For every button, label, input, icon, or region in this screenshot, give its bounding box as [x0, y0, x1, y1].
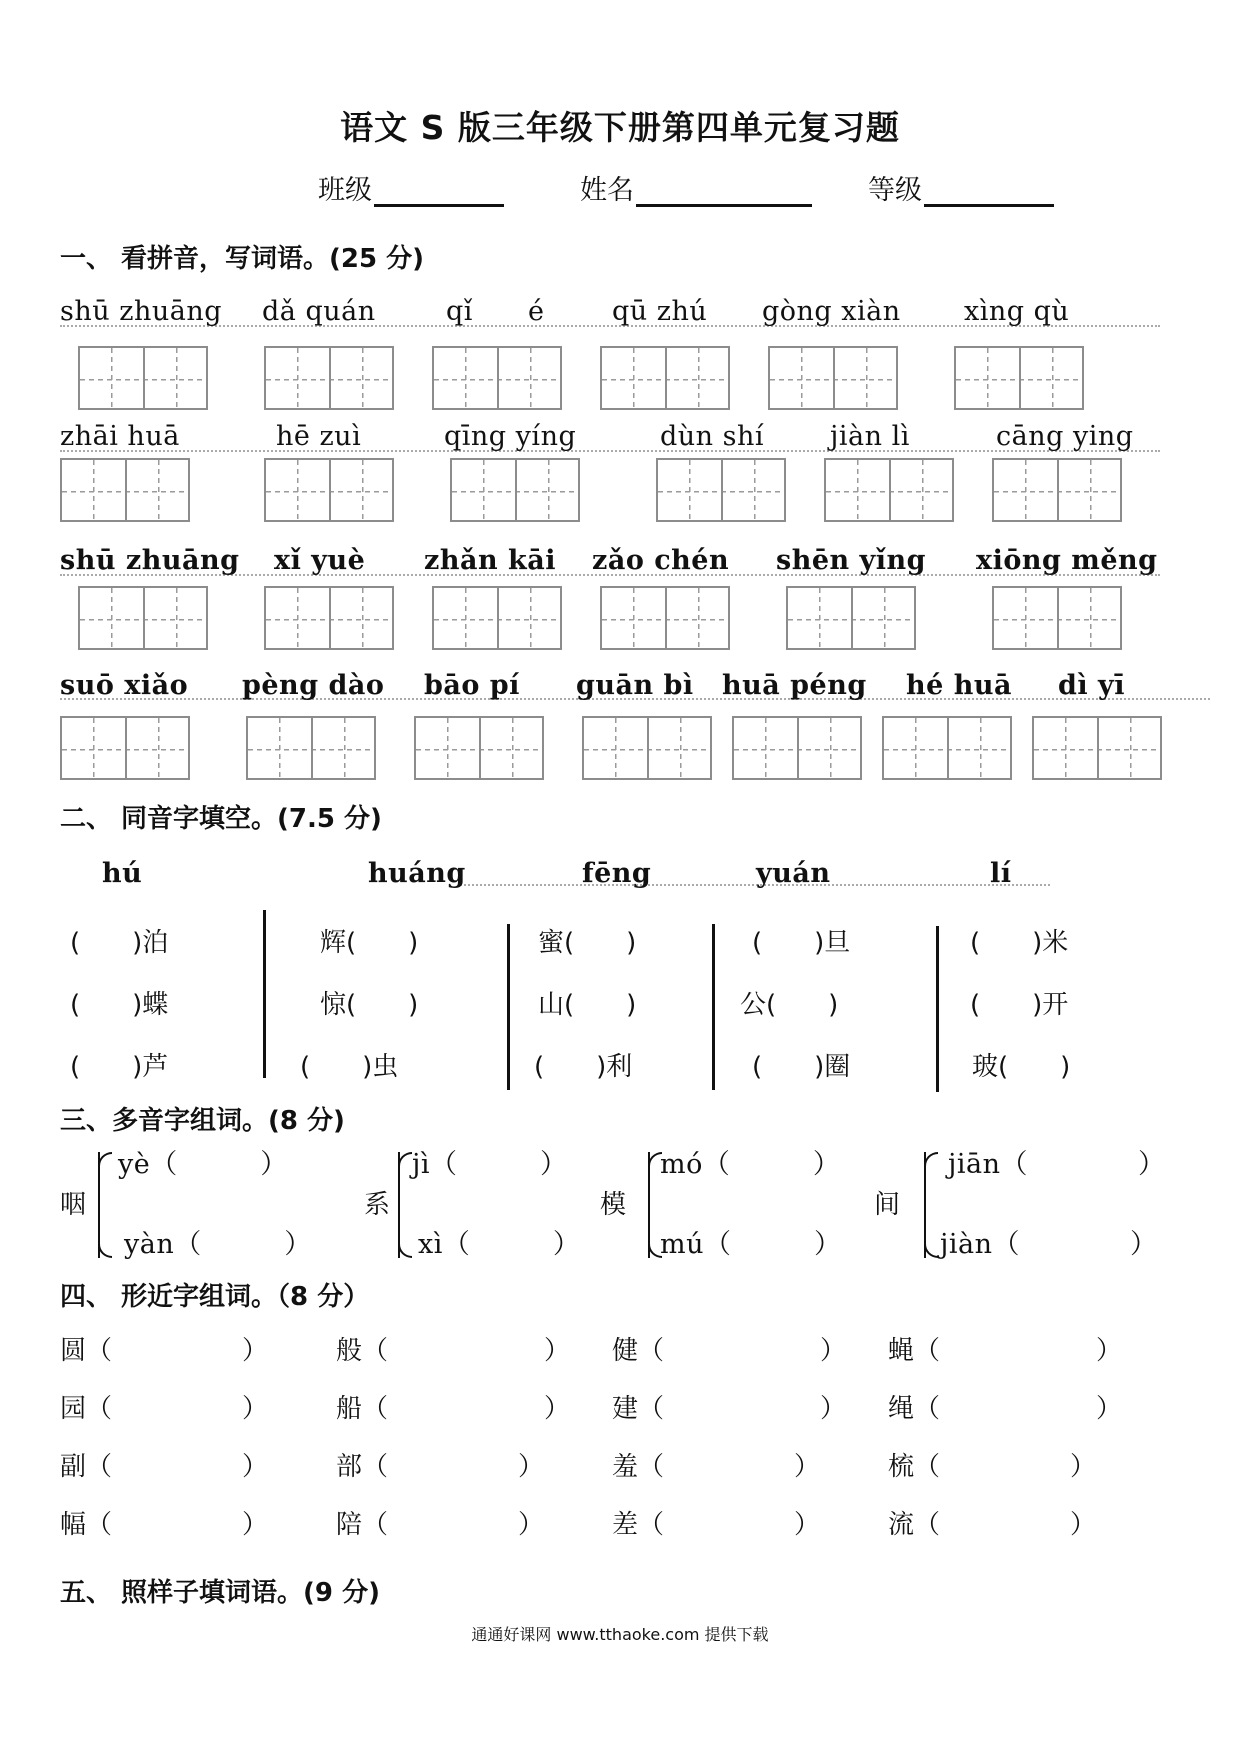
writing-grid[interactable]	[414, 716, 544, 780]
writing-grid[interactable]	[1032, 716, 1162, 780]
shape-word-blank[interactable]: 船（ ）	[336, 1394, 571, 1424]
polyphone-blank[interactable]: jiān（ ）	[948, 1149, 1166, 1180]
column-divider	[263, 910, 266, 1078]
pinyin: shēn yǐng	[776, 545, 926, 576]
class-blank[interactable]	[374, 174, 504, 207]
footer-note: 通通好课网 www.tthaoke.com 提供下载	[471, 1625, 769, 1644]
writing-grid[interactable]	[786, 586, 916, 650]
writing-grid[interactable]	[992, 458, 1122, 522]
homophone-blank[interactable]: ( )圈	[752, 1052, 851, 1082]
dotted-guide	[60, 450, 1160, 452]
grade-field[interactable]	[868, 168, 1054, 207]
pinyin: suō xiǎo	[60, 670, 189, 701]
writing-grid[interactable]	[78, 586, 208, 650]
pinyin: shū zhuāng	[60, 545, 240, 576]
pinyin: é	[528, 296, 545, 327]
homophone-blank[interactable]: 玻( )	[972, 1052, 1071, 1082]
homophone-blank[interactable]: ( )蝶	[70, 990, 169, 1020]
homophone-blank[interactable]: ( )利	[534, 1052, 633, 1082]
homophone-blank[interactable]: ( )米	[970, 928, 1069, 958]
homophone-blank[interactable]: ( )旦	[752, 928, 851, 958]
writing-grid[interactable]	[992, 586, 1122, 650]
homophone-blank[interactable]: 蜜( )	[538, 928, 637, 958]
homophone-blank[interactable]: ( )虫	[300, 1052, 399, 1082]
shape-word-blank[interactable]: 健（ ）	[612, 1336, 847, 1366]
shape-word-blank[interactable]: 流（ ）	[888, 1510, 1097, 1540]
writing-grid[interactable]	[600, 586, 730, 650]
writing-grid[interactable]	[264, 346, 394, 410]
writing-grid[interactable]	[432, 586, 562, 650]
pinyin: dǎ quán	[262, 296, 376, 327]
homophone-blank[interactable]: ( )芦	[70, 1052, 169, 1082]
homophone-blank[interactable]: ( )泊	[70, 928, 169, 958]
polyphone-char: 间	[874, 1190, 901, 1220]
pinyin: xǐ yuè	[274, 545, 366, 576]
pinyin: huā péng	[722, 670, 867, 701]
shape-word-blank[interactable]: 蝇（ ）	[888, 1336, 1123, 1366]
polyphone-char: 模	[600, 1190, 627, 1220]
section-3-title: 三、多音字组词。(8 分)	[60, 1106, 345, 1136]
writing-grid[interactable]	[600, 346, 730, 410]
brace	[98, 1152, 114, 1258]
pinyin-head: huáng	[368, 858, 466, 889]
homophone-blank[interactable]: ( )开	[970, 990, 1069, 1020]
writing-grid[interactable]	[246, 716, 376, 780]
writing-grid[interactable]	[78, 346, 208, 410]
pinyin-head: hú	[102, 858, 143, 889]
writing-grid[interactable]	[432, 346, 562, 410]
shape-word-blank[interactable]: 梳（ ）	[888, 1452, 1097, 1482]
pinyin: qīng yíng	[444, 421, 577, 452]
pinyin: pèng dào	[242, 670, 385, 701]
polyphone-blank[interactable]: mó（ ）	[660, 1149, 841, 1180]
shape-word-blank[interactable]: 差（ ）	[612, 1510, 821, 1540]
pinyin: zhǎn kāi	[424, 545, 556, 576]
writing-grid[interactable]	[582, 716, 712, 780]
shape-word-blank[interactable]: 般（ ）	[336, 1336, 571, 1366]
polyphone-blank[interactable]: mú（ ）	[660, 1229, 842, 1260]
class-field[interactable]	[318, 168, 504, 207]
column-divider	[712, 924, 715, 1090]
writing-grid[interactable]	[60, 458, 190, 522]
grade-label: 等级	[868, 175, 922, 206]
grade-blank[interactable]	[924, 174, 1054, 207]
section-5-title: 五、 照样子填词语。(9 分)	[60, 1578, 380, 1608]
polyphone-blank[interactable]: xì（ ）	[418, 1229, 581, 1260]
shape-word-blank[interactable]: 羞（ ）	[612, 1452, 821, 1482]
class-label: 班级	[318, 175, 372, 206]
pinyin-head: yuán	[756, 858, 831, 889]
polyphone-blank[interactable]: yè（ ）	[118, 1149, 288, 1180]
writing-grid[interactable]	[824, 458, 954, 522]
shape-word-blank[interactable]: 建（ ）	[612, 1394, 847, 1424]
pinyin: shū zhuāng	[60, 296, 222, 327]
pinyin: qǐ	[446, 296, 473, 327]
name-label: 姓名	[580, 175, 634, 206]
shape-word-blank[interactable]: 绳（ ）	[888, 1394, 1123, 1424]
polyphone-char: 系	[364, 1190, 391, 1220]
pinyin: zhāi huā	[60, 421, 180, 452]
pinyin: hē zuì	[276, 421, 362, 452]
polyphone-blank[interactable]: jiàn（ ）	[940, 1229, 1158, 1260]
polyphone-blank[interactable]: yàn（ ）	[124, 1229, 312, 1260]
brace	[924, 1152, 940, 1258]
pinyin-head: lí	[990, 858, 1012, 889]
shape-word-blank[interactable]: 幅（ ）	[60, 1510, 269, 1540]
writing-grid[interactable]	[264, 586, 394, 650]
shape-word-blank[interactable]: 副（ ）	[60, 1452, 269, 1482]
writing-grid[interactable]	[656, 458, 786, 522]
pinyin: jiàn lì	[830, 421, 910, 452]
shape-word-blank[interactable]: 园（ ）	[60, 1394, 269, 1424]
writing-grid[interactable]	[450, 458, 580, 522]
pinyin: xìng qù	[964, 296, 1070, 327]
section-1-title: 一、 看拼音，写词语。(25 分)	[60, 244, 425, 274]
dotted-guide	[460, 884, 1050, 886]
pinyin: hé huā	[906, 670, 1012, 701]
pinyin: zǎo chén	[592, 545, 730, 576]
writing-grid[interactable]	[60, 716, 190, 780]
writing-grid[interactable]	[882, 716, 1012, 780]
polyphone-char: 咽	[60, 1190, 87, 1220]
section-2-title: 二、 同音字填空。(7.5 分)	[60, 804, 382, 834]
homophone-blank[interactable]: 辉( )	[320, 928, 419, 958]
pinyin: bāo pí	[424, 670, 520, 701]
pinyin: qū zhú	[612, 296, 708, 327]
shape-word-blank[interactable]: 陪（ ）	[336, 1510, 545, 1540]
pinyin-head: fēng	[582, 858, 652, 889]
pinyin: gòng xiàn	[762, 296, 901, 327]
name-blank[interactable]	[636, 174, 812, 207]
name-field[interactable]	[580, 168, 812, 207]
pinyin: xiōng měng	[976, 545, 1158, 576]
homophone-blank[interactable]: 公( )	[740, 990, 839, 1020]
column-divider	[936, 926, 939, 1092]
pinyin: dùn shí	[660, 421, 765, 452]
homophone-blank[interactable]: 山( )	[538, 990, 637, 1020]
page-title: 语文 S 版三年级下册第四单元复习题	[340, 108, 900, 147]
homophone-blank[interactable]: 惊( )	[320, 990, 419, 1020]
writing-grid[interactable]	[732, 716, 862, 780]
pinyin: cāng ying	[996, 421, 1134, 452]
section-4-title: 四、 形近字组词。（8 分）	[60, 1282, 370, 1312]
pinyin: dì yī	[1058, 670, 1125, 701]
polyphone-blank[interactable]: jì（ ）	[412, 1149, 568, 1180]
shape-word-blank[interactable]: 部（ ）	[336, 1452, 545, 1482]
column-divider	[507, 924, 510, 1090]
writing-grid[interactable]	[768, 346, 898, 410]
shape-word-blank[interactable]: 圆（ ）	[60, 1336, 269, 1366]
writing-grid[interactable]	[954, 346, 1084, 410]
pinyin: guān bì	[576, 670, 694, 701]
writing-grid[interactable]	[264, 458, 394, 522]
